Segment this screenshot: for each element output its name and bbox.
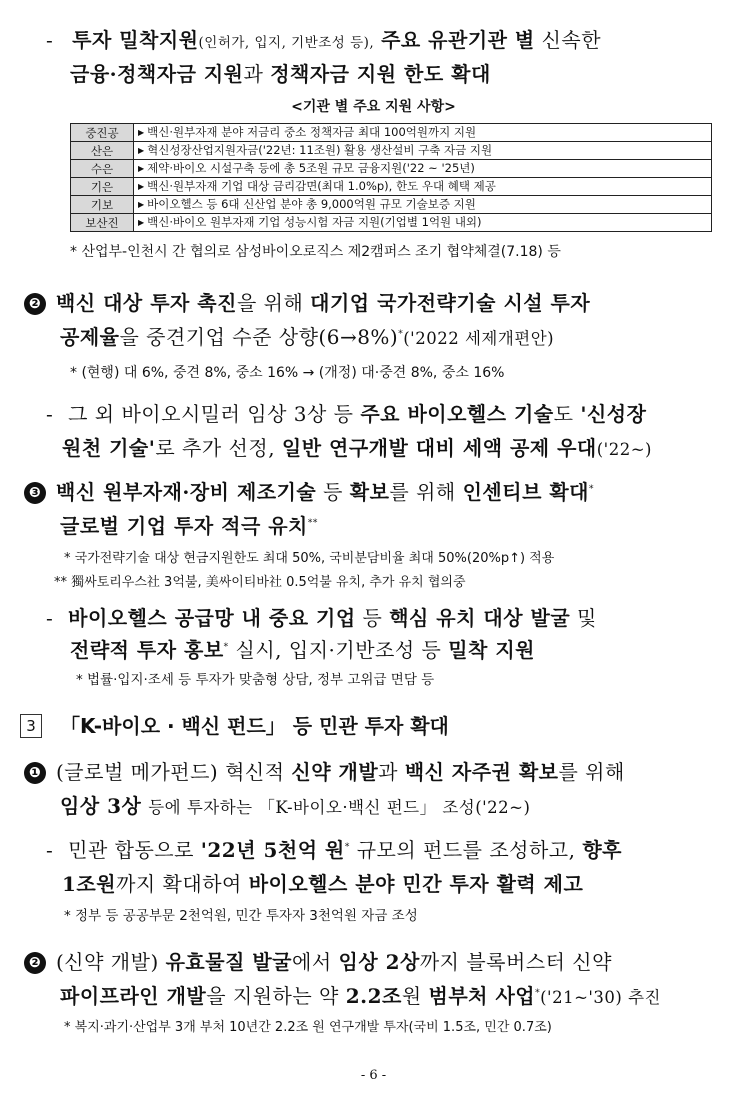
triangle-bullet-icon: ▶ bbox=[138, 164, 145, 173]
text: 를 위해 bbox=[558, 760, 625, 784]
dash: - bbox=[46, 402, 54, 426]
text: 과 bbox=[243, 62, 264, 86]
section-3-heading bbox=[20, 710, 449, 739]
fund-2-line1 bbox=[24, 946, 612, 975]
footnote-mark: * bbox=[398, 329, 404, 340]
item-2-dash-line1 bbox=[46, 398, 646, 427]
item-2-line2 bbox=[60, 321, 554, 350]
para-investment-support-line2 bbox=[70, 58, 491, 87]
fund-1-line2 bbox=[60, 790, 530, 819]
fund-2-note: * 복지·과기·산업부 3개 부처 10년간 2.2조 원 연구개발 투자(국비 1.5조, 민간 0.7조) bbox=[64, 1020, 552, 1035]
dash: - bbox=[46, 28, 54, 52]
text: 바이오헬스 공급망 내 중요 기업 bbox=[68, 606, 356, 630]
text: (글로벌 메가펀드) bbox=[56, 760, 219, 784]
table-row bbox=[71, 124, 712, 142]
fund-1-line1 bbox=[24, 756, 625, 785]
text: 주요 유관기관 별 bbox=[381, 28, 535, 52]
item-2-note: * (현행) 대 6%, 중견 8%, 중소 16% → (개정) 대·중견 8%, 중소 16% bbox=[70, 365, 505, 381]
footnote-mark: * bbox=[344, 842, 350, 853]
text: ('2022 세제개편안) bbox=[403, 329, 555, 348]
text: 신속한 bbox=[541, 28, 602, 52]
desc-cell: ▶ 백신·바이오 원부자재 기업 성능시험 자금 지원(기업별 1억원 내외) bbox=[134, 214, 712, 232]
text: 주요 바이오헬스 기술 bbox=[360, 402, 554, 426]
text: 원천 기술' bbox=[62, 436, 156, 460]
org-cell: 보산진 bbox=[71, 214, 134, 232]
text: 1조원 bbox=[62, 872, 117, 896]
text: 정책자금 지원 한도 확대 bbox=[270, 62, 491, 86]
text: 을 위해 bbox=[236, 291, 304, 315]
desc-cell: ▶ 백신·원부자재 분야 저금리 중소 정책자금 최대 100억원까지 지원 bbox=[134, 124, 712, 142]
dash: - bbox=[46, 838, 54, 862]
fund-2-line2 bbox=[60, 980, 661, 1009]
text: 등 bbox=[323, 480, 343, 504]
text: 대기업 국가전략기술 시설 투자 bbox=[310, 291, 591, 315]
footnote-mark: * bbox=[589, 484, 594, 495]
text: 민관 합동으로 bbox=[68, 838, 194, 862]
dash: - bbox=[46, 606, 54, 630]
number-2-icon: ❷ bbox=[24, 952, 46, 974]
footnote-mark: ** bbox=[307, 518, 318, 529]
org-cell: 중진공 bbox=[71, 124, 134, 142]
text: 까지 블록버스터 신약 bbox=[419, 950, 612, 974]
text: 임상 3상 bbox=[60, 794, 142, 818]
text: 원 bbox=[401, 984, 422, 1008]
fund-1-dash-line1 bbox=[46, 834, 622, 863]
footnote-mark: * bbox=[535, 988, 541, 999]
text: 투자 밀착지원 bbox=[72, 28, 199, 52]
text: 규모의 펀드를 조성하고, bbox=[356, 838, 576, 862]
item-3-note2: ** 獨싸토리우스社 3억불, 美싸이티바社 0.5억불 유치, 추가 유치 협의중 bbox=[54, 575, 466, 590]
text: 을 중견기업 수준 상향(6→8%) bbox=[119, 325, 399, 349]
desc-cell: ▶ 혁신성장산업지원자금('22년: 11조원) 활용 생산설비 구축 자금 지원 bbox=[134, 142, 712, 160]
number-3-icon: ❸ bbox=[24, 482, 46, 504]
item-3-line1 bbox=[24, 476, 594, 505]
org-cell: 기보 bbox=[71, 196, 134, 214]
text: 까지 확대하여 bbox=[116, 872, 242, 896]
text: 금융·정책자금 지원 bbox=[70, 62, 244, 86]
triangle-bullet-icon: ▶ bbox=[138, 146, 145, 155]
text: 신약 개발 bbox=[291, 760, 379, 784]
text: ('21~'30) 추진 bbox=[540, 988, 661, 1007]
text: 과 bbox=[378, 760, 398, 784]
text: 파이프라인 개발 bbox=[60, 984, 207, 1008]
item-3-note3: * 법률·입지·조세 등 투자가 맞춤형 상담, 정부 고위급 면담 등 bbox=[76, 672, 435, 688]
org-cell: 기은 bbox=[71, 178, 134, 196]
section-title: 「K-바이오 · 백신 펀드」 등 민관 투자 확대 bbox=[60, 714, 449, 738]
fund-1-dash-line2 bbox=[62, 868, 583, 897]
item-2-dash-line2 bbox=[62, 432, 652, 461]
triangle-bullet-icon: ▶ bbox=[138, 182, 145, 191]
section-number-box: 3 bbox=[20, 714, 42, 738]
text: 등 bbox=[362, 606, 383, 630]
text: 밀착 지원 bbox=[448, 638, 535, 662]
text: 을 지원하는 약 bbox=[206, 984, 339, 1008]
triangle-bullet-icon: ▶ bbox=[138, 128, 145, 137]
footnote-mark: * bbox=[223, 642, 229, 653]
text: '신성장 bbox=[580, 402, 647, 426]
text: 등에 투자하는 「K-바이오·백신 펀드」 조성('22~) bbox=[148, 798, 531, 817]
desc-cell: ▶ 바이오헬스 등 6대 신산업 분야 총 9,000억원 규모 기술보증 지원 bbox=[134, 196, 712, 214]
text: ('22~) bbox=[596, 440, 652, 459]
text: 확보 bbox=[349, 480, 390, 504]
desc-cell: ▶ 백신·원부자재 기업 대상 금리감면(최대 1.0%p), 한도 우대 혜택 제공 bbox=[134, 178, 712, 196]
number-2-icon: ❷ bbox=[24, 293, 46, 315]
fund-1-note: * 정부 등 공공부문 2천억원, 민간 투자자 3천억원 자금 조성 bbox=[64, 908, 418, 924]
text: 실시, bbox=[235, 638, 283, 662]
text: 공제율 bbox=[60, 325, 120, 349]
item-3-line2 bbox=[60, 510, 318, 539]
text: 핵심 유치 대상 발굴 bbox=[389, 606, 571, 630]
number-1-icon: ❶ bbox=[24, 762, 46, 784]
text: 로 추가 선정, bbox=[155, 436, 276, 460]
text: 향후 bbox=[582, 838, 622, 862]
org-cell: 산은 bbox=[71, 142, 134, 160]
text: (신약 개발) bbox=[56, 950, 159, 974]
text: 그 외 바이오시밀러 임상 3상 등 bbox=[68, 402, 354, 426]
table-row bbox=[71, 178, 712, 196]
table-row bbox=[71, 196, 712, 214]
text: 도 bbox=[553, 402, 574, 426]
text: '22년 5천억 원 bbox=[200, 838, 345, 862]
table-row bbox=[71, 214, 712, 232]
item-2-line1 bbox=[24, 287, 590, 316]
text: 글로벌 기업 투자 적극 유치 bbox=[60, 514, 308, 538]
text: 백신 원부자재·장비 제조기술 bbox=[56, 480, 317, 504]
text: 바이오헬스 분야 민간 투자 활력 제고 bbox=[248, 872, 584, 896]
text: 입지·기반조성 등 bbox=[288, 638, 442, 662]
item-3-dash-line1 bbox=[46, 602, 597, 631]
text: 인센티브 확대 bbox=[462, 480, 589, 504]
table-footnote: * 산업부-인천시 간 협의로 삼성바이오로직스 제2캠퍼스 조기 협약체결(7.18) 등 bbox=[70, 244, 561, 260]
text: 백신 자주권 확보 bbox=[404, 760, 559, 784]
text: (인허가, 입지, 기반조성 등), bbox=[198, 35, 375, 51]
text: 백신 대상 투자 촉진 bbox=[56, 291, 237, 315]
item-3-dash-line2 bbox=[70, 634, 535, 663]
text: 2.2조 bbox=[345, 984, 402, 1008]
text: 에서 bbox=[292, 950, 332, 974]
table-title: <기관 별 주요 지원 사항> bbox=[291, 99, 456, 115]
item-3-note1: * 국가전략기술 대상 현금지원한도 최대 50%, 국비분담비율 최대 50%(20%p↑) 적용 bbox=[64, 551, 555, 566]
text: 유효물질 발굴 bbox=[165, 950, 292, 974]
page-number: - 6 - bbox=[360, 1068, 387, 1083]
triangle-bullet-icon: ▶ bbox=[138, 218, 145, 227]
para-investment-support-line1 bbox=[46, 24, 601, 53]
text: 범부처 사업 bbox=[428, 984, 536, 1008]
text: 임상 2상 bbox=[338, 950, 420, 974]
support-table bbox=[70, 123, 712, 232]
triangle-bullet-icon: ▶ bbox=[138, 200, 145, 209]
text: 전략적 투자 홍보 bbox=[70, 638, 224, 662]
text: 일반 연구개발 대비 세액 공제 우대 bbox=[281, 436, 597, 460]
table-row bbox=[71, 142, 712, 160]
org-cell: 수은 bbox=[71, 160, 134, 178]
text: 및 bbox=[577, 606, 597, 630]
table-row bbox=[71, 160, 712, 178]
text: 를 위해 bbox=[389, 480, 456, 504]
desc-cell: ▶ 제약·바이오 시설구축 등에 총 5조원 규모 금융지원('22 ~ '25년) bbox=[134, 160, 712, 178]
text: 혁신적 bbox=[225, 760, 285, 784]
